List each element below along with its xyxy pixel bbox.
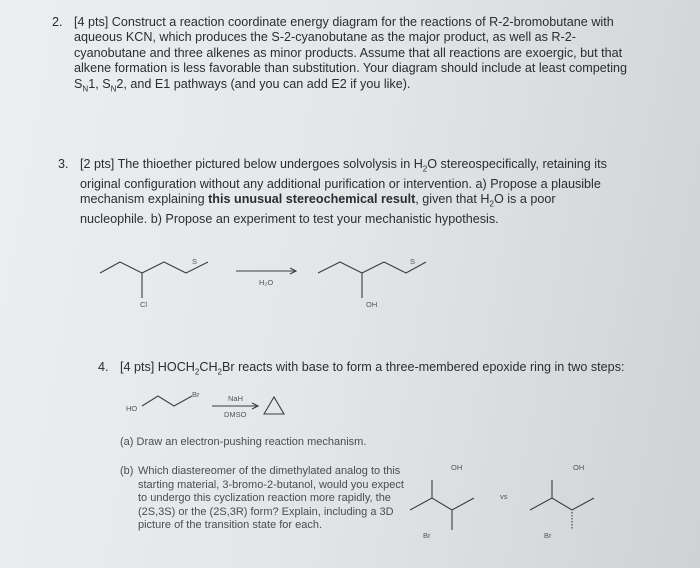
h2o-reagent-label: H₂O bbox=[259, 278, 274, 287]
reactant-sulfur-label: S bbox=[192, 257, 198, 266]
question-3-text: [2 pts] The thioether pictured below undergoes solvolysis in $H_2O$ stereospecifically, retaining its original configuration without any additional purification or intervention. a) Propose a plausible mechanism explaining this unusual stereochemical result, given that $H_2O$ is a poor nucleophile. b) Propose an experiment to test your mechanistic hypothesis. bbox=[80, 157, 607, 227]
diastereomer-2-hydroxyl-label: OH bbox=[573, 463, 585, 472]
product-sulfur-label: S bbox=[410, 257, 416, 266]
question-2-text: [4 pts] Construct a reaction coordinate energy diagram for the reactions of R-2-bromobutane with aqueous KCN, which produces the S-2-cyanobutane as the major product, as well as R-2-cyanobutane and three alkenes as minor products. Assume that all reactions are exoergic, but that alkene formation is less favorable than substitution. Your diagram should include at least competing $S_N1$, $S_N2$, and E1 pathways (and you can add E2 if you like). bbox=[74, 15, 628, 94]
diastereomer-2-bromo-label: Br bbox=[544, 531, 552, 540]
question-4-part-b: (b) Which diastereomer of the dimethylated analog to this starting material, 3-bromo-2-butanol, would you expect to undergo this cyclization reaction more rapidly, the (2S,3S) or the (2S,3R) form? Explain, including a 3D picture of the transition state for each. bbox=[120, 465, 404, 531]
reactant-chloro-label: Cl bbox=[140, 300, 148, 309]
versus-label: vs bbox=[500, 492, 508, 501]
diastereomer-1-bromo-label: Br bbox=[423, 531, 431, 540]
bromo-label: Br bbox=[192, 390, 200, 399]
question-4-number: 4. bbox=[98, 360, 109, 374]
question-4-text: [4 pts] $HOCH_2CH_2Br$ reacts with base to form a three-membered epoxide ring in two steps: bbox=[120, 360, 625, 377]
dmso-solvent-label: DMSO bbox=[224, 410, 247, 419]
diastereomer-1-hydroxyl-label: OH bbox=[451, 463, 463, 472]
question-4-part-b-number: (b) bbox=[120, 465, 134, 477]
hydroxyl-label: HO bbox=[126, 404, 138, 413]
question-2-number: 2. bbox=[52, 15, 63, 29]
nah-reagent-label: NaH bbox=[228, 394, 244, 403]
product-hydroxyl-label: OH bbox=[366, 300, 378, 309]
question-3-number: 3. bbox=[58, 157, 69, 171]
question-4-part-a: (a) Draw an electron-pushing reaction mechanism. bbox=[120, 436, 367, 448]
